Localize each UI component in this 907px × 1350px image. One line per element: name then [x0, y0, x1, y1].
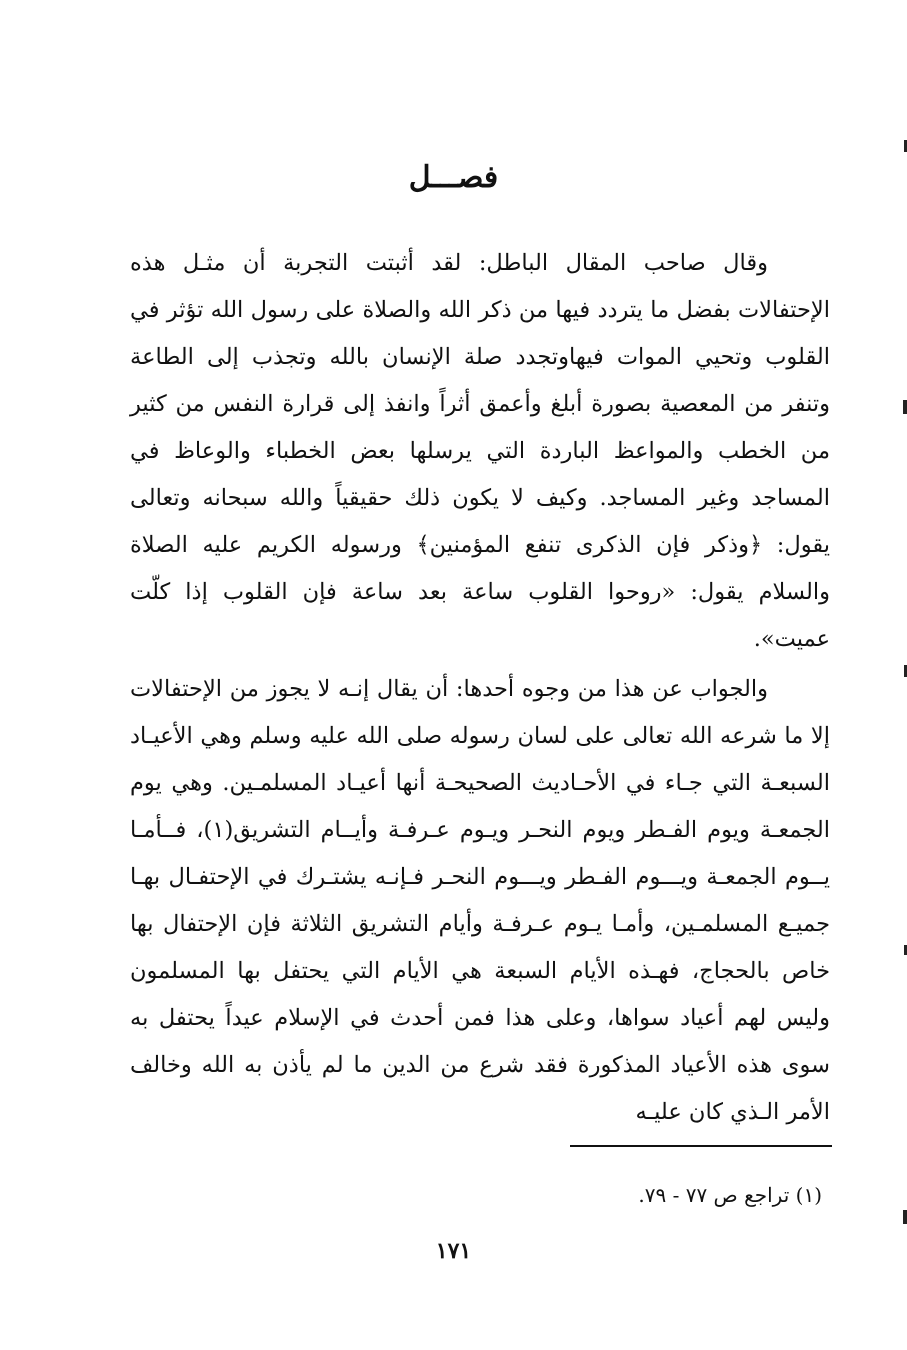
- section-heading: فصـــل: [408, 160, 499, 195]
- footnote: (١) تراجع ص ٧٧ - ٧٩.: [638, 1183, 822, 1207]
- footnote-divider: [570, 1145, 832, 1147]
- paragraph-claim: وقال صاحب المقال الباطل: لقد أثبتت التجربة أن مثـل هذه الإحتفالات بفضل ما يتردد فيها من ذكر الله والصلاة على رسول الله تؤثر في القلوب وتحيي الموات فيهاوتجدد صلة الإنسان بالله وتجذب إلى الطاعة وتنفر من المعصية بصورة أبلغ وأعمق أثراً وانفذ إلى قرارة النفس من كثير من الخطب والمواعظ الباردة التي يرسلها بعض الخطباء والوعاظ في المساجد وغير المساجد. وكيف لا يكون ذلك حقيقياً والله سبحانه وتعالى يقول: ﴿وذكر فإن الذكرى تنفع المؤمنين﴾ ورسوله الكريم عليه الصلاة والسلام يقول: «روحوا القلوب ساعة بعد ساعة فإن القلوب إذا كلّت عميت».: [130, 250, 830, 652]
- scan-edge-mark: [903, 400, 907, 414]
- scan-edge-mark: [903, 1210, 907, 1224]
- body-text: [130, 240, 830, 1136]
- paragraph-response: والجواب عن هذا من وجوه أحدها: أن يقال إنـه لا يجوز من الإحتفالات إلا ما شرعه الله تعالى على لسان رسوله صلى الله عليه وسلم وهي الأعيـاد السبعـة التي جـاء في الأحـاديث الصحيحـة أنها أعيـاد المسلمـين. وهي يوم الجمعـة ويوم الفـطر ويوم النحـر ويـوم عـرفـة وأيــام التشريق(١)، فــأمـا يــوم الجمعـة ويـــوم الفـطر ويـــوم النحـر فـإنـه يشتـرك في الإحتفـال بهـا جميـع المسلمـين، وأمـا يـوم عـرفـة وأيام التشريق الثلاثة فإن الإحتفال بها خاص بالحجاج، فهـذه الأيام السبعة هي الأيام التي يحتفل بها المسلمون وليس لهم أعياد سواها، وعلى هذا فمن أحدث في الإسلام عيداً يحتفل به سوى هذه الأعياد المذكورة فقد شرع من الدين ما لم يأذن به الله وخالف الأمر الـذي كان عليـه: [130, 676, 830, 1125]
- page-number: ١٧١: [435, 1238, 472, 1264]
